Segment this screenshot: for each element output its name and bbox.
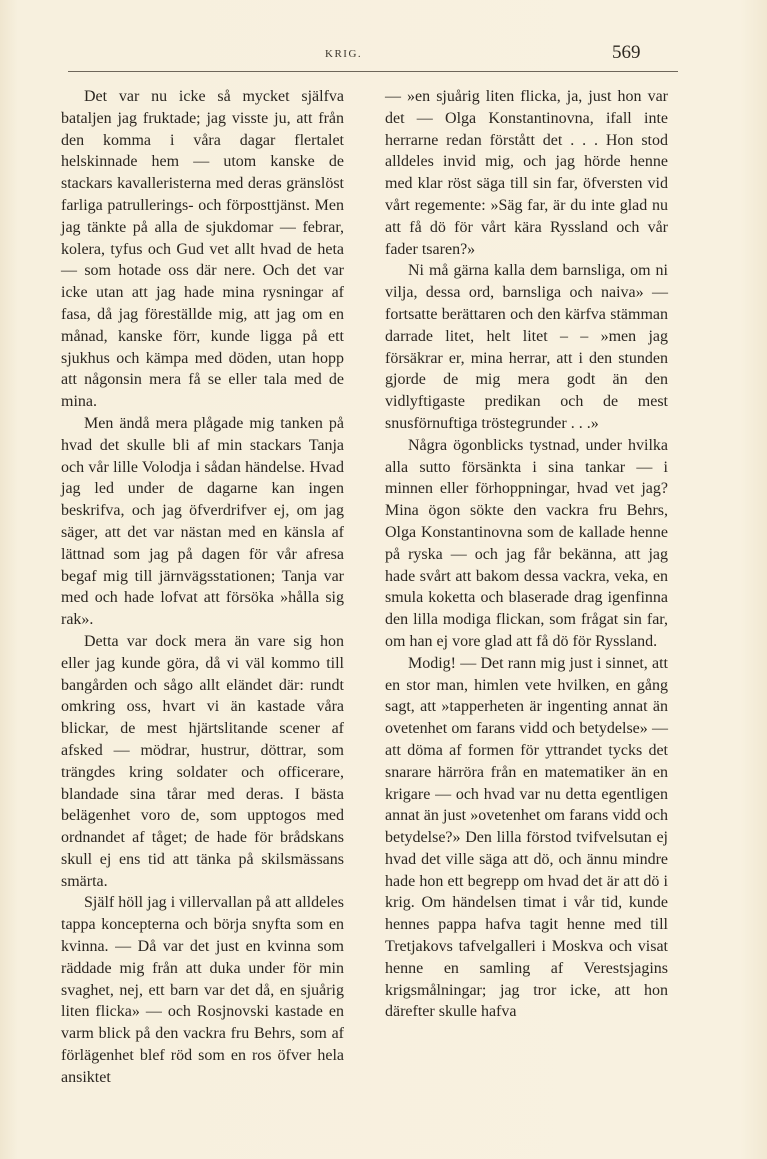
header-rule (68, 71, 678, 72)
paragraph: — »en sjuårig liten flicka, ja, just hon var det — Olga Konstantinovna, ifall inte herrarne redan förstått det . . . Hon stod alldeles invid mig, och jag hörde henne med klar röst säga till sin far, öfversten vid vårt regemente: »Säg far, är du inte glad nu att få dö för vårt kära Ryssland och vår fader tsaren?» (385, 88, 668, 258)
right-column (385, 86, 668, 1023)
paragraph: Detta var dock mera än vare sig hon eller jag kunde göra, då vi väl kommo till bangården och sågo allt eländet där: rundt omkring oss, hvart vi än kastade våra blickar, de mest hjärtslitande scener af afsked — mödrar, hustrur, döttrar, som trängdes kring soldater och officerare, blandade sina tårar med deras. I bästa belägenhet voro de, som upptogos med ordnandet af tåget; de hade för brådskans skull ej ens tid att tänka på skilsmässans smärta. (61, 632, 344, 890)
paragraph: Några ögonblicks tystnad, under hvilka alla sutto försänkta i sina tankar — i minnen eller förhoppningar, hvad vet jag? Mina ögon sökte den vackra fru Behrs, Olga Konstantinovna som de kallade henne på ryska — och jag får bekänna, att jag hade svårt att bakom dessa vackra, veka, en smula koketta och blaserade drag igenfinna den lilla modiga flickan, som frågat sin far, om han ej vore glad att få dö för Ryssland. (385, 436, 668, 650)
left-column (61, 86, 344, 1089)
paragraph: Själf höll jag i villervallan på att alldeles tappa koncepterna och börja snyfta som en kvinna. — Då var det just en kvinna som räddade mig från att duka under för min svaghet, nej, ett barn var det då, en sjuårig liten flicka» — och Rosjnovski kastade en varm blick på den vackra fru Behrs, som af förlägenhet blef röd som en ros öfver hela ansiktet (61, 894, 344, 1086)
paragraph: Ni må gärna kalla dem barnsliga, om ni vilja, dessa ord, barnsliga och naiva» — fortsatte berättaren och den kärfva stämman darrade litet, helt litet – – »men jag försäkrar er, mina herrar, att i den stunden gjorde de mig mera godt än den vidlyftigaste predikan och de mest snusförnuftiga tröstegrunder . . .» (385, 262, 668, 432)
running-head: KRIG. (325, 48, 363, 60)
page-number: 569 (612, 42, 641, 63)
paragraph: Modig! — Det rann mig just i sinnet, att en stor man, himlen vete hvilken, en gång sagt, att »tapperheten är ingenting annat än ovetenhet om farans vidd och betydelse» — att döma af formen för yttrandet tycks det snarare härröra från en matematiker än en krigare — och hvad var nu detta egentligen annat än just »ovetenhet om farans vidd och betydelse?» Den lilla förstod tvifvelsutan ej hvad det ville säga att dö, och ännu mindre hade hon ett begrepp om hvad det är att dö i krig. Om händelsen timat i vår tid, kunde hennes pappa hafva tagit henne med till Tretjakovs tafvelgalleri i Moskva och visat henne en samling af Verestsjagins krigsmålningar; jag tror icke, att hon därefter skulle hafva (385, 654, 668, 1021)
paragraph: Det var nu icke så mycket själfva bataljen jag fruktade; jag visste ju, att från den komma i våra dagar flertalet helskinnade hem — utom kanske de stackars kavalleristerna med deras gränslöst farliga patrullerings- och förposttjänst. Men jag tänkte på alla de sjukdomar — febrar, kolera, tyfus och Gud vet allt hvad de heta — som hotade oss där nere. Och det var icke utan att jag hade mina rysningar af fasa, då jag föreställde mig, att jag om en månad, kanske förr, kunde ligga på ett sjukhus och kämpa med döden, utan hopp att någonsin mera få se eller tala med de mina. (61, 88, 344, 411)
paragraph: Men ändå mera plågade mig tanken på hvad det skulle bli af min stackars Tanja och vår lille Volodja i sådan händelse. Hvad jag led under de dagarne kan ingen beskrifva, och jag öfverdrifver ej, om jag säger, att det var nästan med en känsla af lättnad som jag på dagen för vår afresa begaf mig till järnvägsstationen; Tanja var med och hade lofvat att försöka »hålla sig rak». (61, 414, 344, 629)
page-header (0, 40, 767, 70)
